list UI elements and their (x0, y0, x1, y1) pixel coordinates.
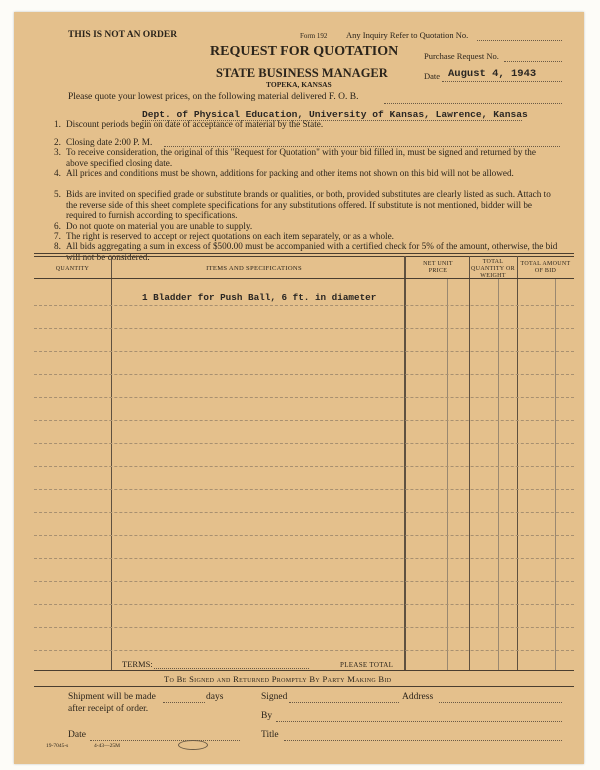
fob-instruction: Please quote your lowest prices, on the following material delivered F. O. B. (68, 92, 359, 102)
col-header-total-quantity: TOTAL QUANTITY OR WEIGHT (471, 259, 515, 279)
title-label: Title (261, 730, 279, 740)
print-run: 4-43—25M (94, 743, 120, 749)
terms-field[interactable] (154, 668, 309, 669)
table-row[interactable] (34, 489, 574, 490)
col-divider-1 (111, 256, 112, 670)
condition-3: 3. To receive consideration, the original of this "Request for Quotation" with your bid filled in, must be signed and returned by the above specified closing date. (54, 147, 536, 168)
col-header-items: ITEMS AND SPECIFICATIONS (206, 265, 302, 272)
title-field[interactable] (284, 740, 562, 741)
fob-field[interactable] (384, 103, 562, 104)
signature-top-rule (34, 686, 574, 687)
table-row[interactable] (34, 627, 574, 628)
purchase-request-field[interactable] (504, 61, 562, 62)
table-row[interactable] (34, 397, 574, 398)
condition-8: 8. All bids aggregating a sum in excess of $500.00 must be accompanied with a certified check for 5% of the amount, otherwise, the bid will not be considered. (54, 241, 558, 262)
cents-divider-2 (498, 278, 499, 670)
office-city: TOPEKA, KANSAS (266, 80, 332, 89)
shipment-days-field[interactable] (163, 702, 205, 703)
signed-field[interactable] (289, 702, 399, 703)
signed-label: Signed (261, 692, 288, 702)
header-bottom-rule (34, 278, 574, 279)
date-field[interactable] (442, 81, 562, 82)
print-code: 19-7045-s (46, 743, 69, 749)
table-row[interactable] (34, 305, 574, 306)
table-top-rule (34, 253, 574, 254)
form-number: Form 192 (300, 32, 328, 40)
after-receipt-text: after receipt of order. (68, 704, 149, 714)
col-header-total-amount: TOTAL AMOUNT OF BID (520, 261, 571, 274)
table-row[interactable] (34, 420, 574, 421)
table-row[interactable] (34, 604, 574, 605)
table-row[interactable] (34, 581, 574, 582)
cents-divider-3 (555, 278, 556, 670)
terms-label: TERMS: (122, 659, 153, 669)
cents-divider-1 (447, 278, 448, 670)
please-total-label: PLEASE TOTAL (340, 661, 394, 669)
sign-date-field[interactable] (90, 740, 240, 741)
item-description: 1 Bladder for Push Ball, 6 ft. in diameter (142, 292, 377, 303)
not-an-order-notice: THIS IS NOT AN ORDER (68, 30, 178, 40)
signature-heading: To Be Signed and Returned Promptly By Party Making Bid (164, 674, 392, 684)
table-row[interactable] (34, 351, 574, 352)
by-field[interactable] (276, 721, 562, 722)
address-field[interactable] (439, 702, 562, 703)
table-row[interactable] (34, 558, 574, 559)
date-value: August 4, 1943 (448, 68, 537, 80)
col-header-quantity: QUANTITY (55, 266, 90, 272)
col-divider-4 (517, 256, 518, 670)
office-name: STATE BUSINESS MANAGER (216, 66, 388, 80)
purchase-request-label: Purchase Request No. (424, 51, 499, 61)
table-row[interactable] (34, 512, 574, 513)
date-sign-label: Date (68, 730, 86, 740)
table-row[interactable] (34, 466, 574, 467)
quotation-form (14, 12, 584, 764)
form-title: REQUEST FOR QUOTATION (210, 44, 399, 59)
condition-4: 4. All prices and conditions must be shown, additions for packing and other items not shown on this bid will not be allowed. (54, 168, 514, 178)
condition-7: 7. The right is reserved to accept or reject quotations on each item separately, or as a whole. (54, 231, 394, 241)
table-row[interactable] (34, 535, 574, 536)
table-row[interactable] (34, 443, 574, 444)
condition-2: 2. Closing date 2:00 P. M. (54, 137, 153, 147)
shipment-label: Shipment will be made (68, 692, 156, 702)
union-label-icon (178, 740, 208, 750)
by-label: By (261, 711, 273, 721)
condition-6: 6. Do not quote on material you are unable to supply. (54, 221, 253, 231)
delivery-destination: Dept. of Physical Education, University of Kansas, Lawrence, Kansas (142, 109, 528, 120)
address-label: Address (402, 692, 434, 702)
condition-1: 1. Discount periods begin on date of acceptance of material by the State. (54, 119, 324, 129)
table-row[interactable] (34, 374, 574, 375)
table-top-rule-2 (34, 256, 574, 257)
date-label: Date (424, 71, 441, 81)
condition-5: 5. Bids are invited on specified grade or substitute brands or qualities, or both, provided substitutes are clearly listed as such. Attach to the reverse side of this sheet complete specifications for any substitutions offered. If substitute is not mentioned, bidder will be required to furnish according to specifications. (54, 189, 551, 220)
col-divider-2 (404, 256, 406, 670)
quotation-number-field[interactable] (477, 40, 562, 41)
col-divider-3 (469, 256, 470, 670)
table-row[interactable] (34, 328, 574, 329)
col-header-unit-price: NET UNIT PRICE (423, 261, 453, 274)
inquiry-reference-label: Any Inquiry Refer to Quotation No. (346, 30, 469, 40)
table-bottom-rule (34, 670, 574, 671)
days-label: days (206, 692, 224, 702)
table-row[interactable] (34, 650, 574, 651)
